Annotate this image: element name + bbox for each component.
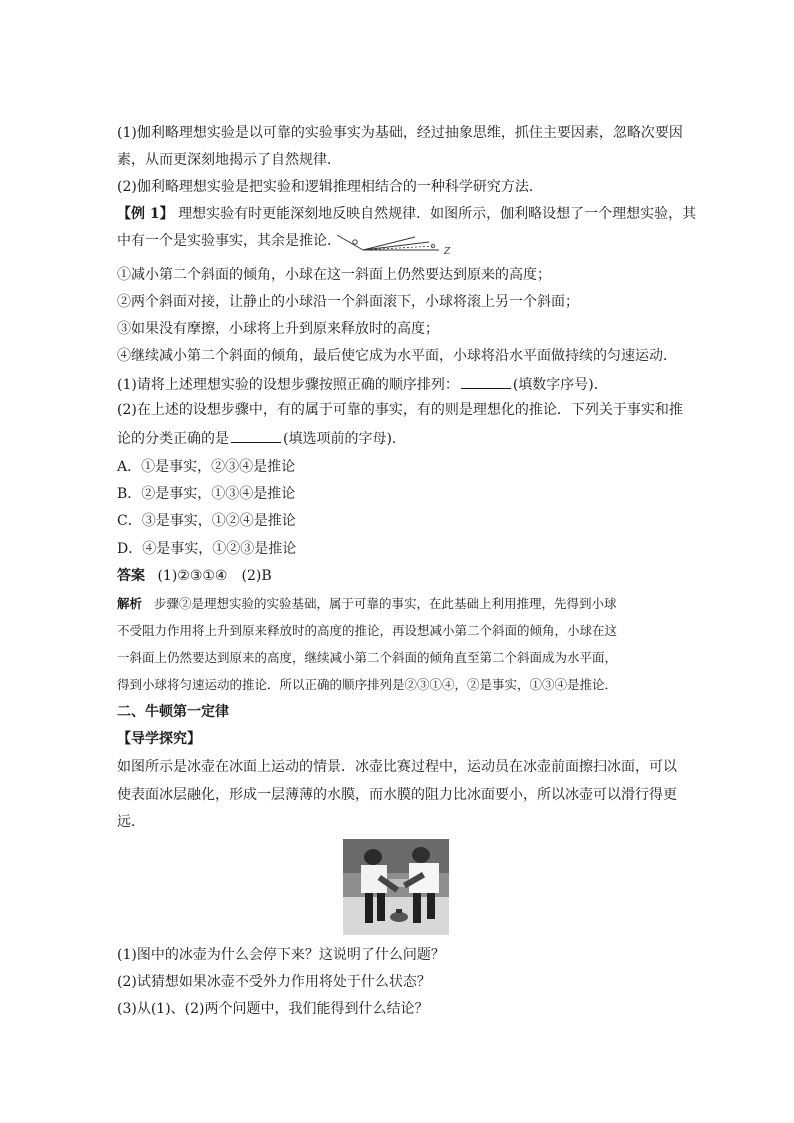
option-c: C．③是事实，①②④是推论 [117, 513, 296, 529]
curling-photo [343, 839, 449, 935]
guide-question-1: (1)图中的冰壶为什么会停下来？这说明了什么问题？ [117, 947, 445, 963]
analysis-line2: 不受阻力作用将上升到原来释放时的高度的推论，再设想减小第二个斜面的倾角，小球在这 [117, 623, 618, 638]
section2-intro-line3: 远． [117, 814, 145, 830]
example1-intro-line2: 中有一个是实验事实，其余是推论． [117, 233, 341, 249]
question1-answer-blank [461, 374, 511, 389]
guide-label: 【导学探究】 [117, 731, 201, 747]
section1-paragraph2: (2)伽利略理想实验是把实验和逻辑推理相结合的一种科学研究方法． [117, 179, 543, 195]
second-incline-shallow [363, 242, 429, 250]
option-b: B．②是事实，①③④是推论 [117, 486, 296, 502]
example1-text-line1: 理想实验有时更能深刻地反映自然规律．如图所示，伽利略设想了一个理想实验，其 [178, 206, 697, 222]
analysis-line1 [117, 595, 617, 613]
analysis-label: 解析 [117, 596, 143, 611]
question2-text: 论的分类正确的是 [117, 431, 229, 447]
curling-photo-illustration [343, 839, 449, 935]
question2-suffix: (填选项前的字母)． [283, 431, 406, 447]
section1-paragraph1-line1: (1)伽利略理想实验是以可靠的实验事实为基础，经过抽象思维，抓住主要因素，忽略次要因 [117, 125, 683, 141]
example1-question2-line1: (2)在上述的设想步骤中，有的属于可靠的事实，有的则是理想化的推论．下列关于事实和推 [117, 402, 683, 418]
option-a: A．①是事实，②③④是推论 [117, 459, 296, 475]
analysis-line4: 得到小球将匀速运动的推论．所以正确的顺序排列是②③①④，②是事实，①③④是推论． [117, 677, 618, 692]
question2-answer-blank [231, 428, 281, 443]
example1-step-1: ①减小第二个斜面的倾角，小球在这一斜面上仍然要达到原来的高度； [117, 267, 551, 283]
second-incline-steep [363, 237, 415, 250]
analysis-line3: 一斜面上仍然要达到原来的高度，继续减小第二个斜面的倾角直至第二个斜面成为水平面， [117, 650, 618, 665]
answer-label: 答案 [117, 568, 145, 584]
second-incline-dashed [363, 246, 435, 250]
example1-tag: 【例 1】 [117, 206, 174, 222]
answer-text: (1)②③①④ (2)B [157, 568, 272, 584]
example1-step-3: ③如果没有摩擦，小球将上升到原来释放时的高度； [117, 321, 439, 337]
section2-intro-line2: 使表面冰层融化，形成一层薄薄的水膜，而水膜的阻力比冰面要小，所以冰壶可以滑行得更 [117, 787, 677, 803]
example1-step-2: ②两个斜面对接，让静止的小球沿一个斜面滚下，小球将滚上另一个斜面； [117, 294, 579, 310]
answer-line [117, 567, 272, 585]
question1-text: (1)请将上述理想实验的设想步骤按照正确的顺序排列： [117, 377, 459, 393]
first-incline [337, 235, 363, 250]
example1-question2-line2 [117, 428, 406, 448]
ball-icon [353, 240, 357, 244]
option-d: D．④是事实，①②③是推论 [117, 541, 297, 557]
guide-question-3: (3)从(1)、(2)两个问题中，我们能得到什么结论？ [117, 1001, 429, 1017]
example1-step-4: ④继续减小第二个斜面的倾角，最后使它成为水平面，小球将沿水平面做持续的匀速运动． [117, 348, 677, 364]
section1-paragraph1-line2: 素，从而更深刻地揭示了自然规律． [117, 152, 341, 168]
example1-intro-line1 [117, 205, 696, 223]
example1-question1 [117, 374, 608, 394]
section2-intro-line1: 如图所示是冰壶在冰面上运动的情景．冰壶比赛过程中，运动员在冰壶前面擦扫冰面，可以 [117, 759, 677, 775]
analysis-text-line1: 步骤②是理想实验的实验基础，属于可靠的事实，在此基础上利用推理，先得到小球 [154, 596, 617, 611]
section2-heading: 二、牛顿第一定律 [117, 704, 229, 720]
guide-question-2: (2)试猜想如果冰壶不受外力作用将处于什么状态？ [117, 974, 431, 990]
question1-suffix: (填数字序号)． [512, 377, 608, 393]
figure-label: Z [444, 247, 451, 257]
inclined-planes-figure [335, 233, 461, 257]
